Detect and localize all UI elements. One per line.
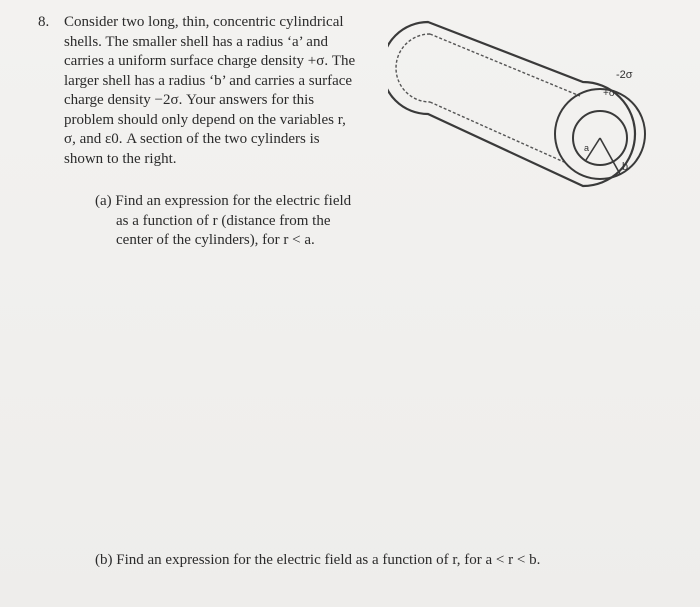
outer-charge-label: -2σ <box>616 69 633 81</box>
part-a-line: center of the cylinders), for r < a. <box>116 232 315 248</box>
problem-number: 8. <box>38 14 50 30</box>
outer-cylinder-outline <box>388 22 635 186</box>
problem-line: larger shell has a radius ‘b’ and carries a surface <box>64 72 353 89</box>
problem-line: problem should only depend on the variables r, <box>64 111 346 128</box>
inner-charge-label: +σ <box>603 88 616 99</box>
radius-b-label: b <box>622 161 629 173</box>
problem-statement <box>64 13 384 169</box>
radius-a-label: a <box>584 143 590 153</box>
part-a-line: as a function of r (distance from the <box>116 212 331 229</box>
inner-cylinder-top-edge <box>430 34 580 96</box>
problem-line: charge density −2σ. Your answers for this <box>64 92 315 108</box>
concentric-cylinders-figure <box>388 10 658 190</box>
problem-line: σ, and ε0. A section of the two cylinders is <box>64 131 320 147</box>
part-b-question: (b) Find an expression for the electric field as a function of r, for a < r < b. <box>95 552 541 568</box>
problem-line: shells. The smaller shell has a radius ‘a’ and <box>64 33 328 50</box>
radius-b-line <box>600 138 620 174</box>
part-a-line: (a) Find an expression for the electric field <box>95 193 352 209</box>
inner-cylinder-bottom-edge <box>430 102 564 162</box>
problem-line: carries a uniform surface charge density +σ. The <box>64 53 356 69</box>
part-a-question <box>95 192 375 251</box>
problem-line: Consider two long, thin, concentric cylindrical <box>64 14 344 30</box>
inner-cylinder-left-end <box>396 34 430 102</box>
problem-line: shown to the right. <box>64 150 177 167</box>
